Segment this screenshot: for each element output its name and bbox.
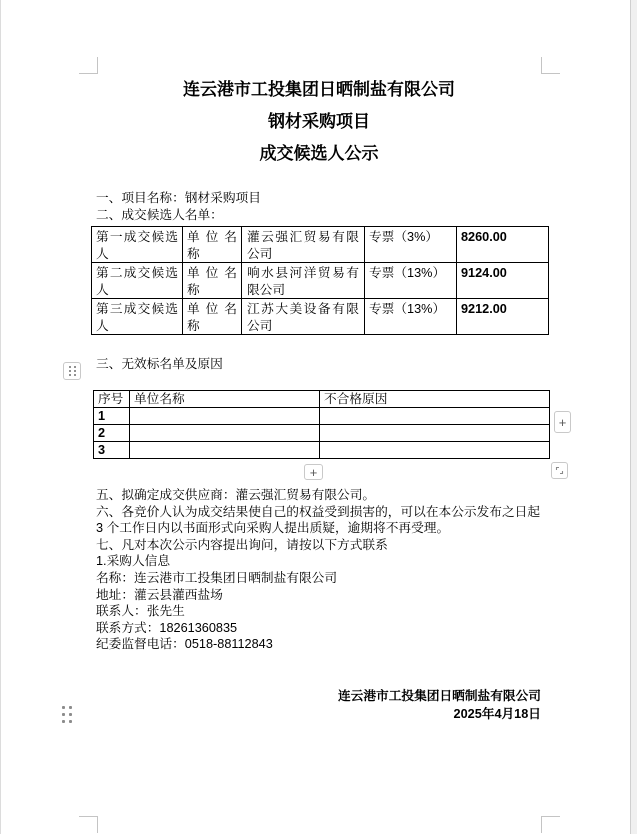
table-row	[94, 425, 550, 442]
cell-company[interactable]	[130, 425, 320, 442]
table-drag-handle-button[interactable]	[63, 362, 81, 380]
plus-icon: +	[558, 414, 567, 430]
paragraph-contact-person: 联系人：张先生	[96, 604, 185, 619]
cell-company[interactable]: 江苏大美设备有限公司	[242, 299, 365, 335]
paragraph-objection: 六、各竞价人认为成交结果使自己的权益受到损害的，可以在本公示发布之日起3 个工作日内以书面形式向采购人提出质疑，逾期将不再受理。	[96, 504, 541, 536]
section-invalid-bids: 三、无效标名单及原因	[96, 357, 223, 371]
paragraph-supervision-phone: 纪委监督电话：0518-88112843	[96, 637, 273, 652]
cell-no[interactable]: 3	[94, 442, 130, 459]
paragraph-purchaser-address: 地址：灌云县灌西盐场	[96, 587, 223, 602]
cell-invoice[interactable]: 专票（13%）	[365, 263, 457, 299]
body-paragraphs	[96, 487, 546, 653]
doc-title-project: 钢材采购项目	[268, 112, 370, 131]
signature-company: 连云港市工投集团日晒制盐有限公司	[338, 689, 541, 703]
cell-price[interactable]: 8260.00	[457, 227, 549, 263]
doc-title-announcement: 成交候选人公示	[259, 144, 379, 163]
cell-no[interactable]: 2	[94, 425, 130, 442]
candidates-table	[91, 226, 549, 335]
table-row	[92, 227, 549, 263]
signature-date: 2025年4月18日	[453, 706, 541, 721]
cell-company[interactable]	[130, 442, 320, 459]
cell-label[interactable]: 单位名称	[183, 299, 242, 335]
cell-reason[interactable]	[320, 425, 550, 442]
invalid-bids-table	[93, 390, 550, 459]
cell-rank[interactable]: 第一成交候选人	[92, 227, 183, 263]
cell-rank[interactable]: 第三成交候选人	[92, 299, 183, 335]
header-no[interactable]: 序号	[94, 391, 130, 408]
table-row	[92, 263, 549, 299]
doc-title-company: 连云港市工投集团日晒制盐有限公司	[183, 80, 455, 99]
table-header-row	[94, 391, 550, 408]
cell-company[interactable]: 灌云强汇贸易有限公司	[242, 227, 365, 263]
fit-table-button[interactable]	[551, 462, 568, 479]
cell-no[interactable]: 1	[94, 408, 130, 425]
drag-dots-icon	[69, 366, 76, 376]
header-company[interactable]: 单位名称	[130, 391, 320, 408]
add-column-button[interactable]	[554, 411, 571, 433]
cell-company[interactable]	[130, 408, 320, 425]
section-project-name: 一、项目名称：钢材采购项目	[96, 191, 261, 205]
signature-block	[97, 688, 541, 723]
margin-crop-mark-top-right	[541, 57, 560, 74]
table-row	[92, 299, 549, 335]
expand-corners-icon	[554, 465, 565, 476]
cell-price[interactable]: 9124.00	[457, 263, 549, 299]
cell-reason[interactable]	[320, 442, 550, 459]
cell-invoice[interactable]: 专票（13%）	[365, 299, 457, 335]
paragraph-contact-phone: 联系方式：18261360835	[96, 620, 238, 635]
cell-company[interactable]: 响水县河洋贸易有限公司	[242, 263, 365, 299]
margin-crop-mark-top-left	[79, 57, 98, 74]
cell-label[interactable]: 单位名称	[183, 227, 242, 263]
plus-icon: +	[309, 464, 318, 480]
margin-crop-mark-bottom-right	[541, 816, 560, 833]
cell-label[interactable]: 单位名称	[183, 263, 242, 299]
add-row-button[interactable]	[304, 464, 323, 480]
header-reason[interactable]: 不合格原因	[320, 391, 550, 408]
cell-reason[interactable]	[320, 408, 550, 425]
cell-invoice[interactable]: 专票（3%）	[365, 227, 457, 263]
paragraph-drag-handle[interactable]	[62, 706, 72, 723]
margin-crop-mark-bottom-left	[79, 816, 98, 833]
paragraph-contact-intro: 七、凡对本次公示内容提出询问，请按以下方式联系	[96, 537, 388, 552]
table-row	[94, 442, 550, 459]
cell-price[interactable]: 9212.00	[457, 299, 549, 335]
table-row	[94, 408, 550, 425]
paragraph-purchaser-name: 名称：连云港市工投集团日晒制盐有限公司	[96, 570, 338, 585]
paragraph-supplier: 五、拟确定成交供应商：灌云强汇贸易有限公司。	[96, 488, 376, 502]
cell-rank[interactable]: 第二成交候选人	[92, 263, 183, 299]
paragraph-purchaser-info-title: 1.采购人信息	[96, 554, 171, 569]
section-candidate-list: 二、成交候选人名单：	[96, 208, 223, 222]
